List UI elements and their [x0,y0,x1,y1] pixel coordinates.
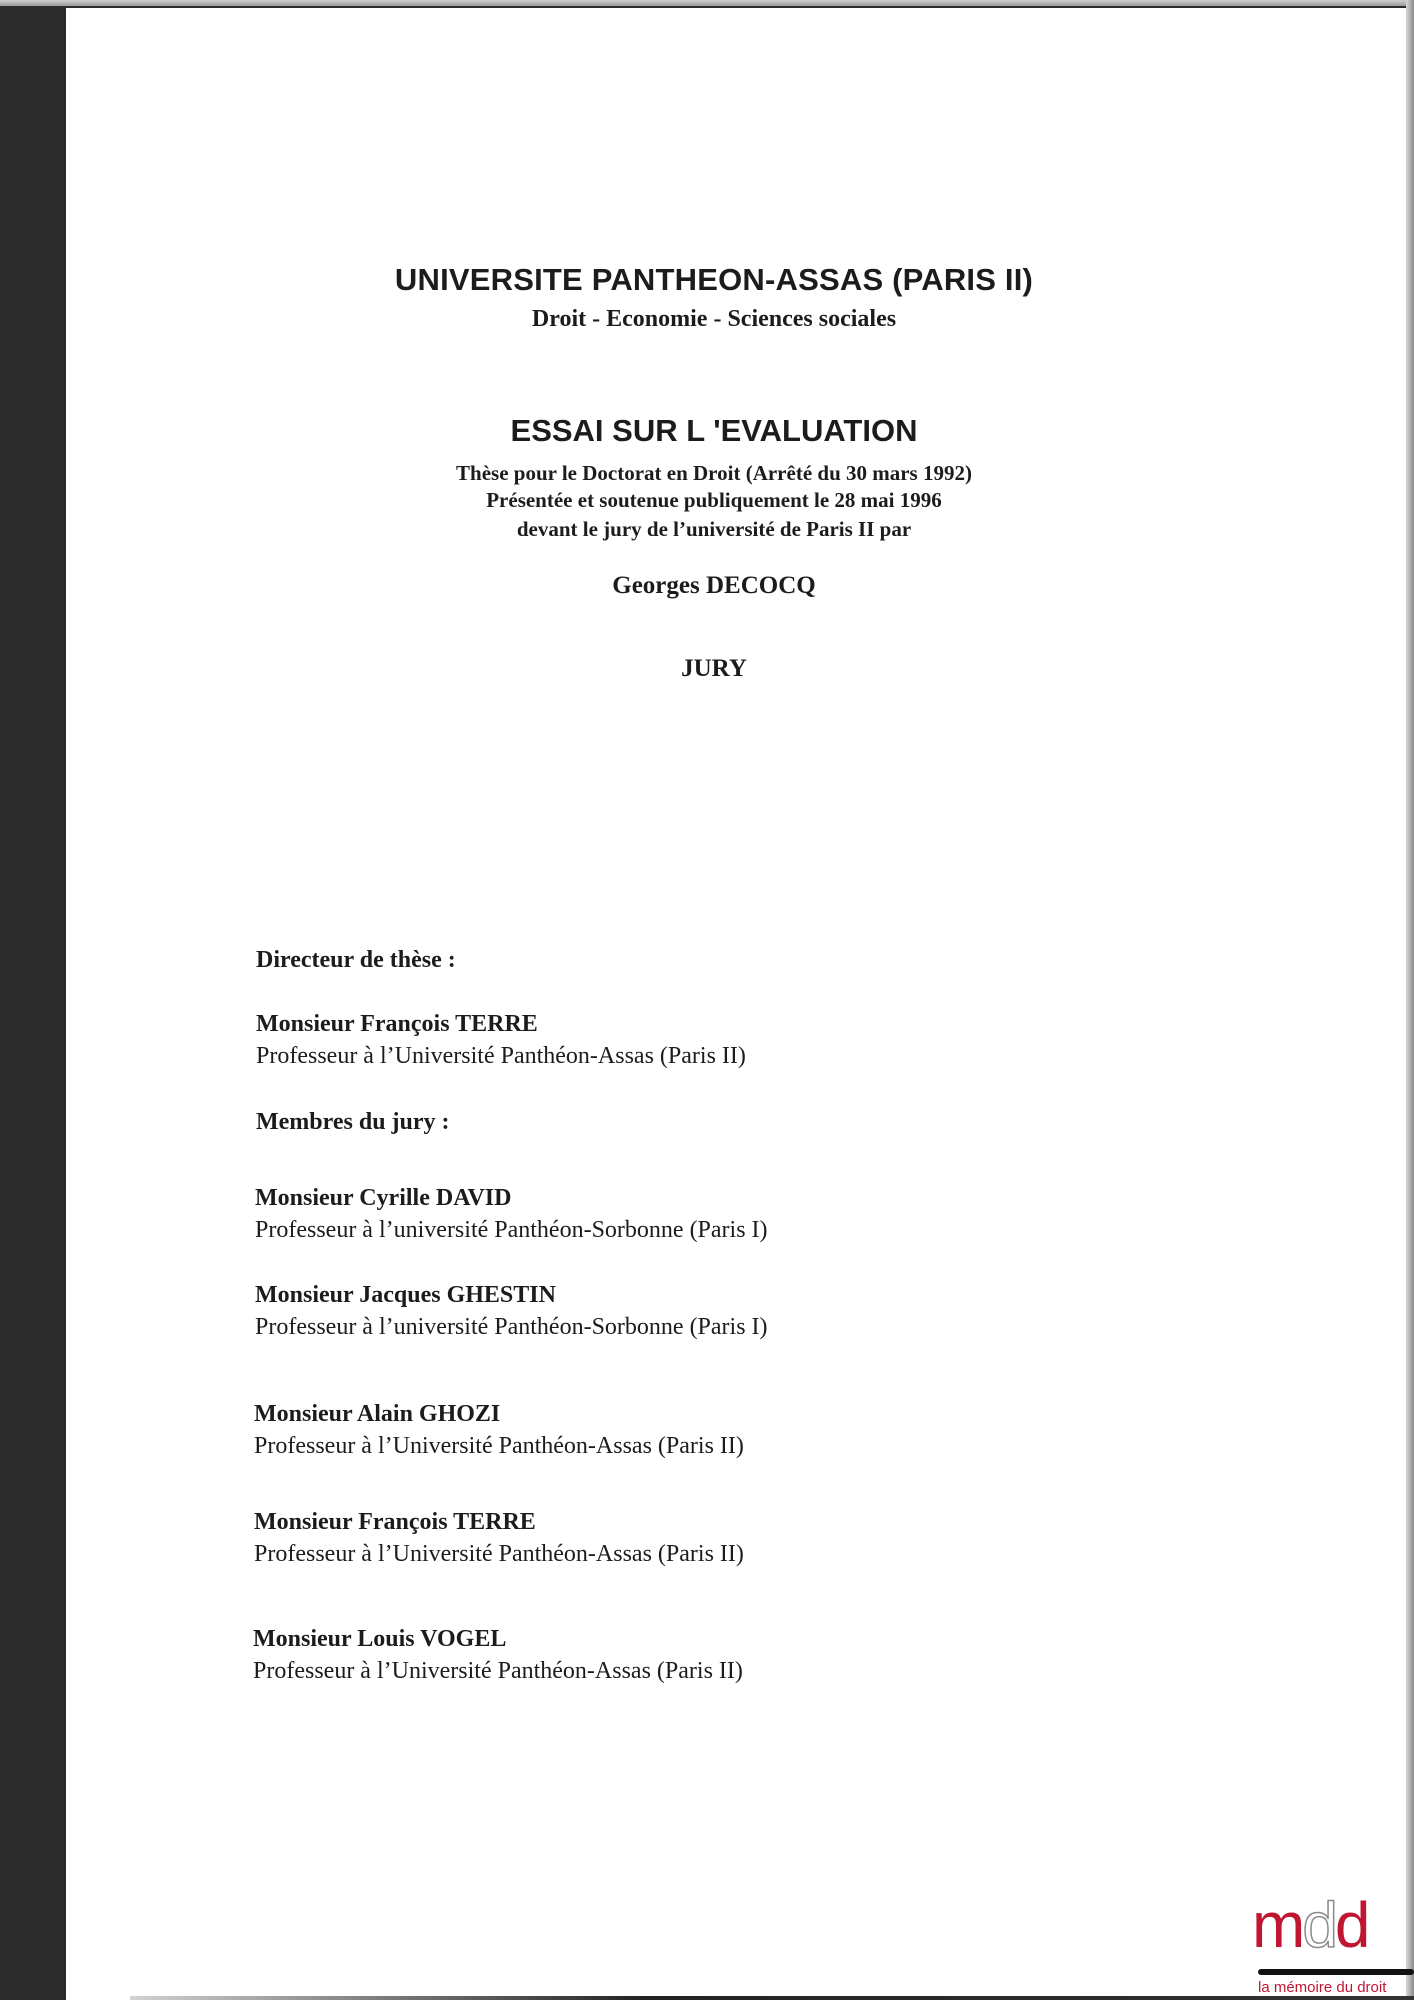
jury-member-role: Professeur à l’Université Panthéon-Assas (Paris II) [254,1541,744,1567]
jury-heading: JURY [681,655,747,682]
members-label [256,1106,450,1138]
director-label [256,944,456,976]
jury-member-role: Professeur à l’université Panthéon-Sorbonne (Paris I) [255,1314,768,1340]
jury-member-name: Monsieur Cyrille DAVID [255,1185,512,1211]
thesis-degree-line: Thèse pour le Doctorat en Droit (Arrêté du 30 mars 1992) [456,461,972,485]
mdd-logo [1252,1889,1414,2000]
logo-letter-d: d [1334,1889,1368,1961]
faculties-subtitle: Droit - Economie - Sciences sociales [531,306,897,332]
thesis-defense-line: Présentée et soutenue publiquement le 28 mai 1996 [486,488,942,512]
scan-right-edge [1406,0,1414,2000]
author-name: Georges DECOCQ [612,572,816,599]
logo-tagline: la mémoire du droit [1258,1979,1387,1996]
director-entry [256,1008,746,1072]
jury-member-name: Monsieur Louis VOGEL [253,1626,507,1652]
thesis-title: ESSAI SUR L 'EVALUATION [510,413,918,448]
logo-letter-m: m [1252,1889,1303,1961]
scan-top-edge [0,0,1414,8]
director-name: Monsieur François TERRE [256,1011,538,1037]
jury-member [254,1398,744,1462]
thesis-jury-line: devant le jury de l’université de Paris II par [516,517,912,541]
jury-member-name: Monsieur Jacques GHESTIN [255,1282,556,1308]
jury-member [255,1279,768,1343]
logo-underline-bar [1258,1969,1414,1975]
jury-member [254,1506,744,1570]
logo-wordmark [1252,1889,1368,1961]
jury-member-name: Monsieur François TERRE [254,1509,536,1535]
jury-member-role: Professeur à l’Université Panthéon-Assas (Paris II) [253,1658,743,1684]
director-label-text: Directeur de thèse : [256,947,456,973]
director-role: Professeur à l’Université Panthéon-Assas (Paris II) [256,1043,746,1069]
logo-letter-d-outline: d [1302,1889,1335,1961]
jury-member-role: Professeur à l’Université Panthéon-Assas (Paris II) [254,1433,744,1459]
members-label-text: Membres du jury : [256,1109,450,1135]
jury-member-role: Professeur à l’université Panthéon-Sorbonne (Paris I) [255,1217,768,1243]
jury-member [255,1182,768,1246]
jury-member [253,1623,743,1687]
university-title: UNIVERSITE PANTHEON-ASSAS (PARIS II) [394,262,1034,297]
jury-member-name: Monsieur Alain GHOZI [254,1401,501,1427]
scan-bottom-edge [130,1996,1414,2000]
